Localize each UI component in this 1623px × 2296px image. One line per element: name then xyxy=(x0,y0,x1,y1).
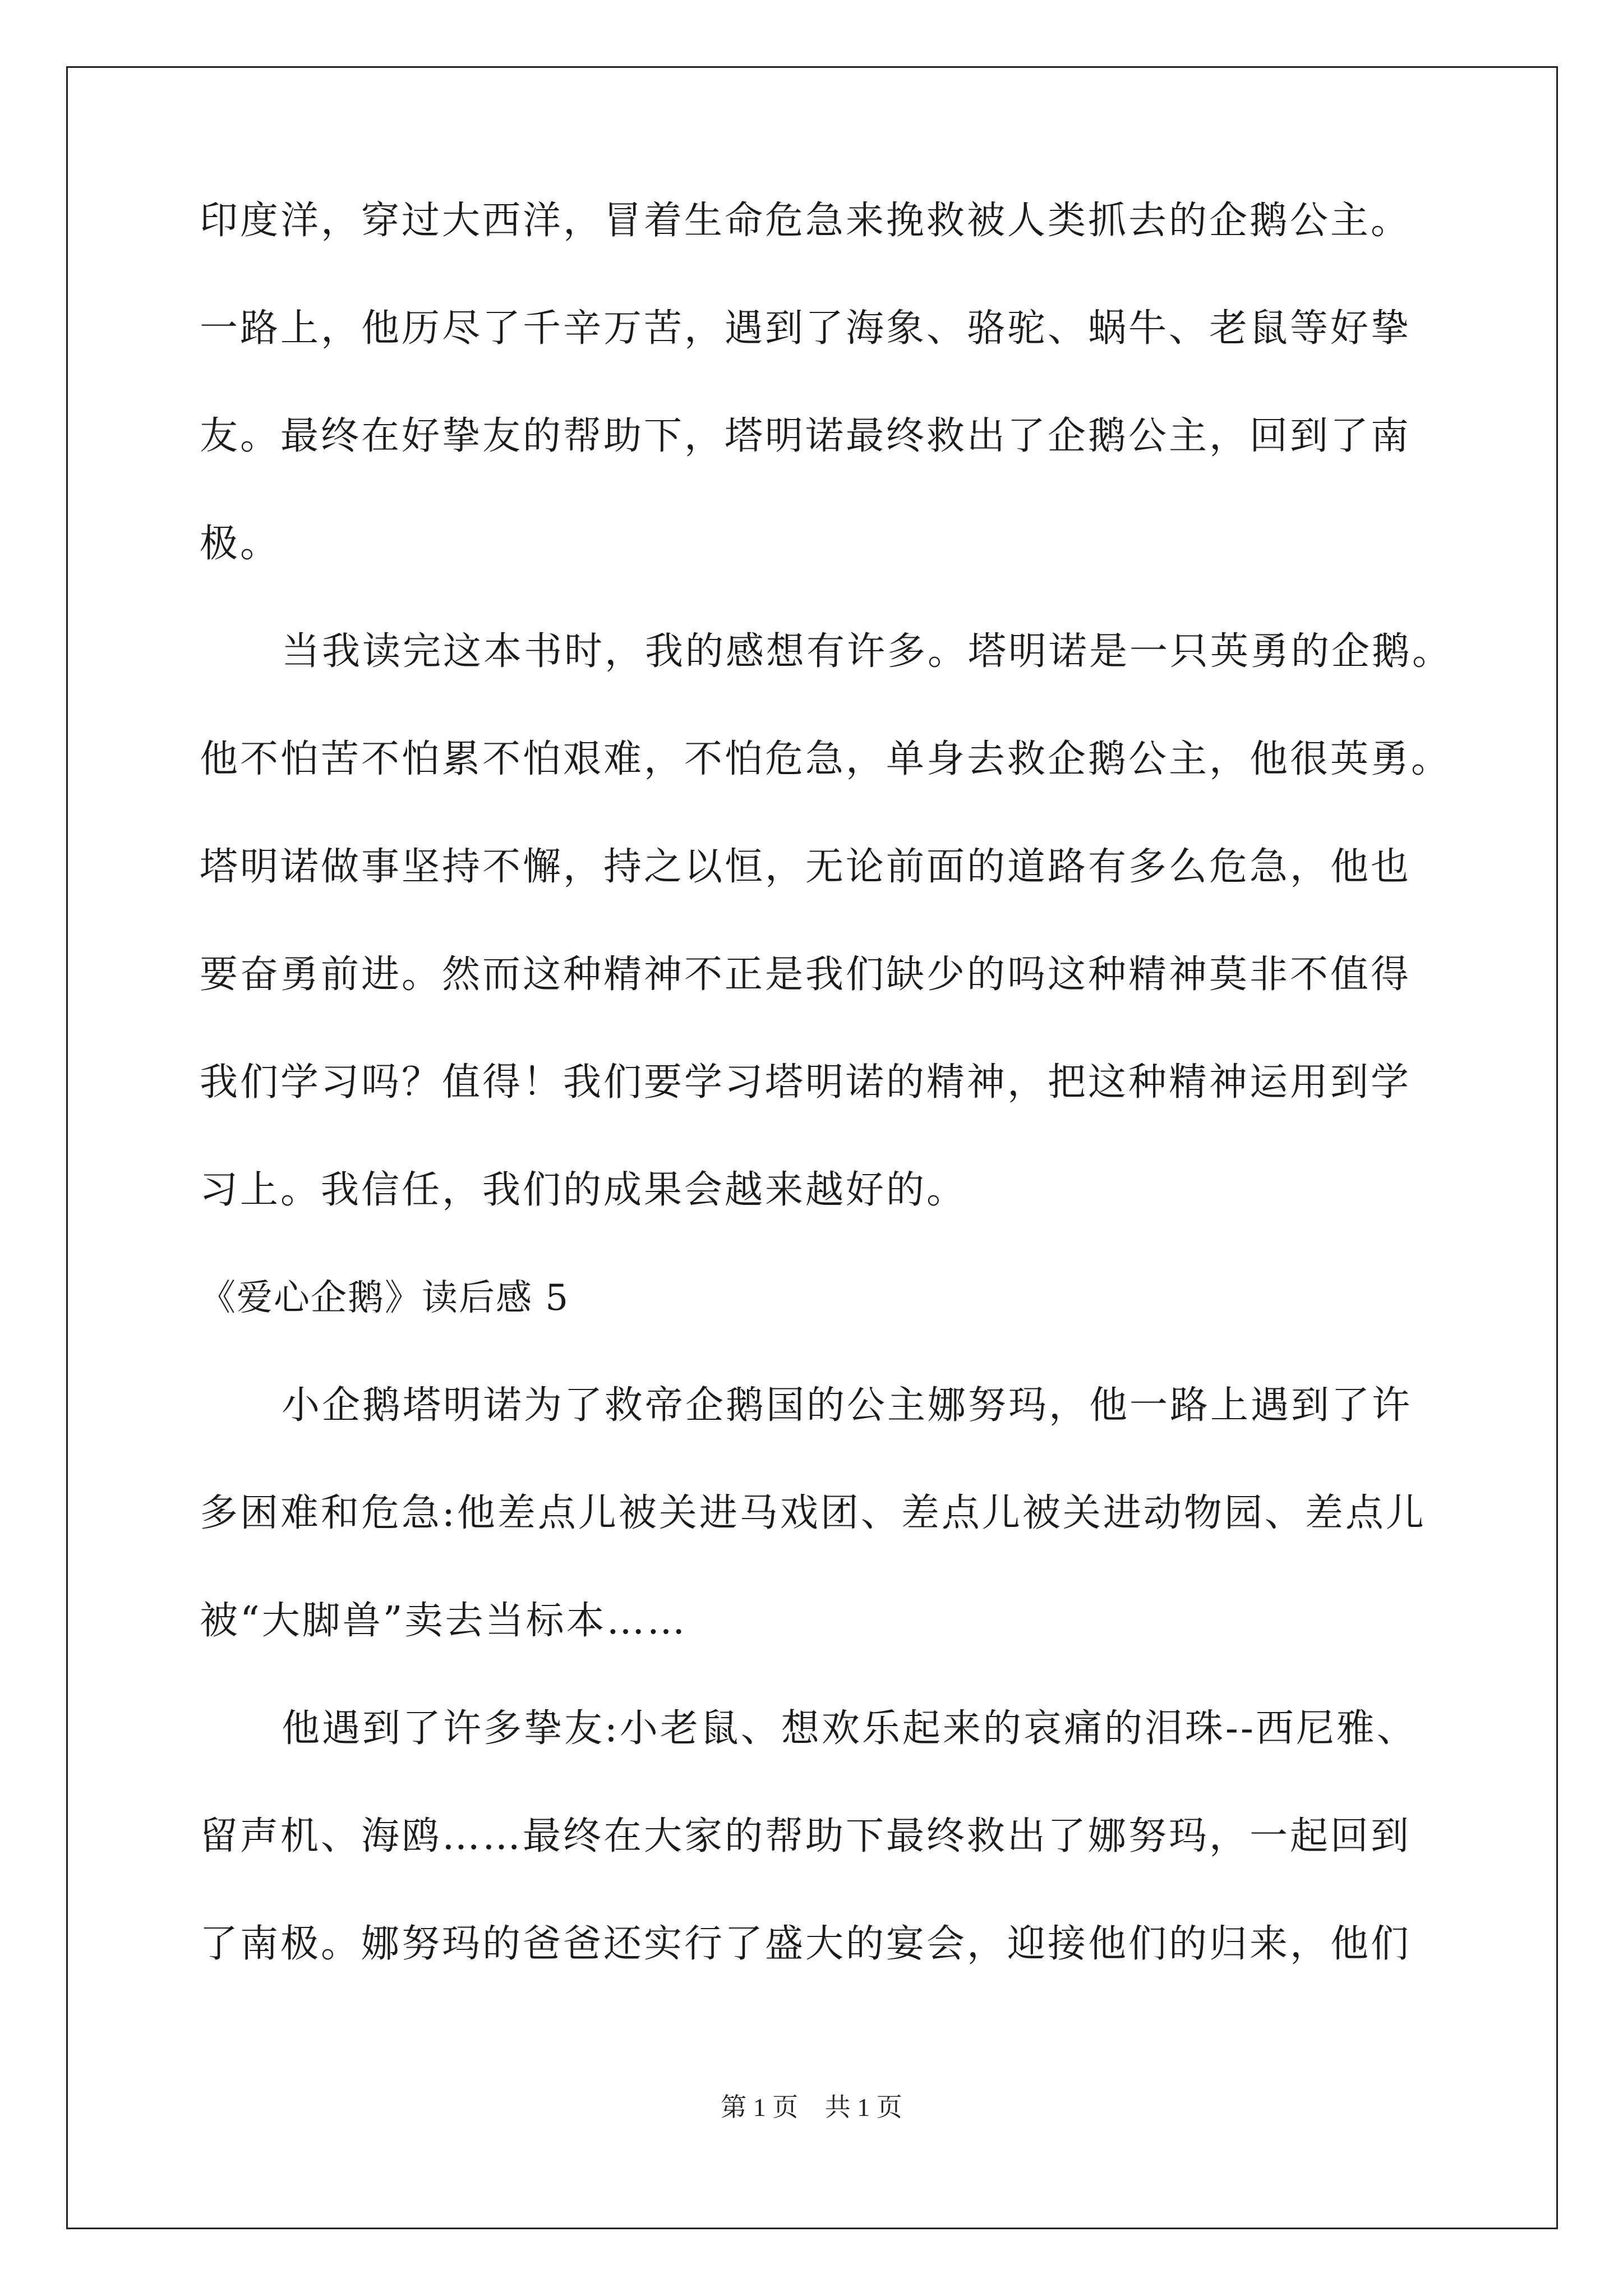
text-line: 小企鹅塔明诺为了救帝企鹅国的公主娜努玛，他一路上遇到了许 xyxy=(282,1383,1413,1428)
text-line: 要奋勇前进。然而这种精神不正是我们缺少的吗这种精神莫非不值得 xyxy=(200,953,1412,997)
paragraph-4 xyxy=(200,1706,1445,1966)
text-line: 被“大脚兽”卖去当标本…… xyxy=(200,1599,688,1643)
page-number-current: 第 1 页 xyxy=(721,2093,799,2122)
section-heading: 《爱心企鹅》读后感 5 xyxy=(200,1277,570,1319)
text-line: 极。 xyxy=(200,522,281,566)
text-line: 他遇到了许多挚友:小老鼠、想欢乐起来的哀痛的泪珠--西尼雅、 xyxy=(282,1706,1417,1751)
text-line: 多困难和危急:他差点儿被关进马戏团、差点儿被关进动物园、差点儿 xyxy=(200,1491,1426,1535)
text-line: 一路上，他历尽了千辛万苦，遇到了海象、骆驼、蜗牛、老鼠等好挚 xyxy=(200,306,1412,351)
text-line: 塔明诺做事坚持不懈，持之以恒，无论前面的道路有多么危急，他也 xyxy=(200,845,1412,889)
text-line: 习上。我信任，我们的成果会越来越好的。 xyxy=(200,1168,967,1212)
text-line: 了南极。娜努玛的爸爸还实行了盛大的宴会，迎接他们的归来，他们 xyxy=(200,1922,1412,1966)
text-line: 当我读完这本书时，我的感想有许多。塔明诺是一只英勇的企鹅。 xyxy=(282,629,1453,674)
document-body xyxy=(200,199,1453,2033)
text-line: 友。最终在好挚友的帮助下，塔明诺最终救出了企鹅公主，回到了南 xyxy=(200,414,1412,458)
text-line: 他不怕苦不怕累不怕艰难，不怕危急，单身去救企鹅公主，他很英勇。 xyxy=(200,737,1452,781)
paragraph-3 xyxy=(200,1383,1445,1643)
text-line: 我们学习吗？值得！我们要学习塔明诺的精神，把这种精神运用到学 xyxy=(200,1060,1412,1105)
text-line: 印度洋，穿过大西洋，冒着生命危急来挽救被人类抓去的企鹅公主。 xyxy=(200,199,1412,243)
page-footer xyxy=(0,2087,1623,2124)
text-line: 留声机、海鸥……最终在大家的帮助下最终救出了娜努玛，一起回到 xyxy=(200,1814,1412,1858)
paragraph-2 xyxy=(200,629,1453,1212)
paragraph-1 xyxy=(200,199,1445,566)
page-number-total: 共 1 页 xyxy=(824,2093,902,2122)
